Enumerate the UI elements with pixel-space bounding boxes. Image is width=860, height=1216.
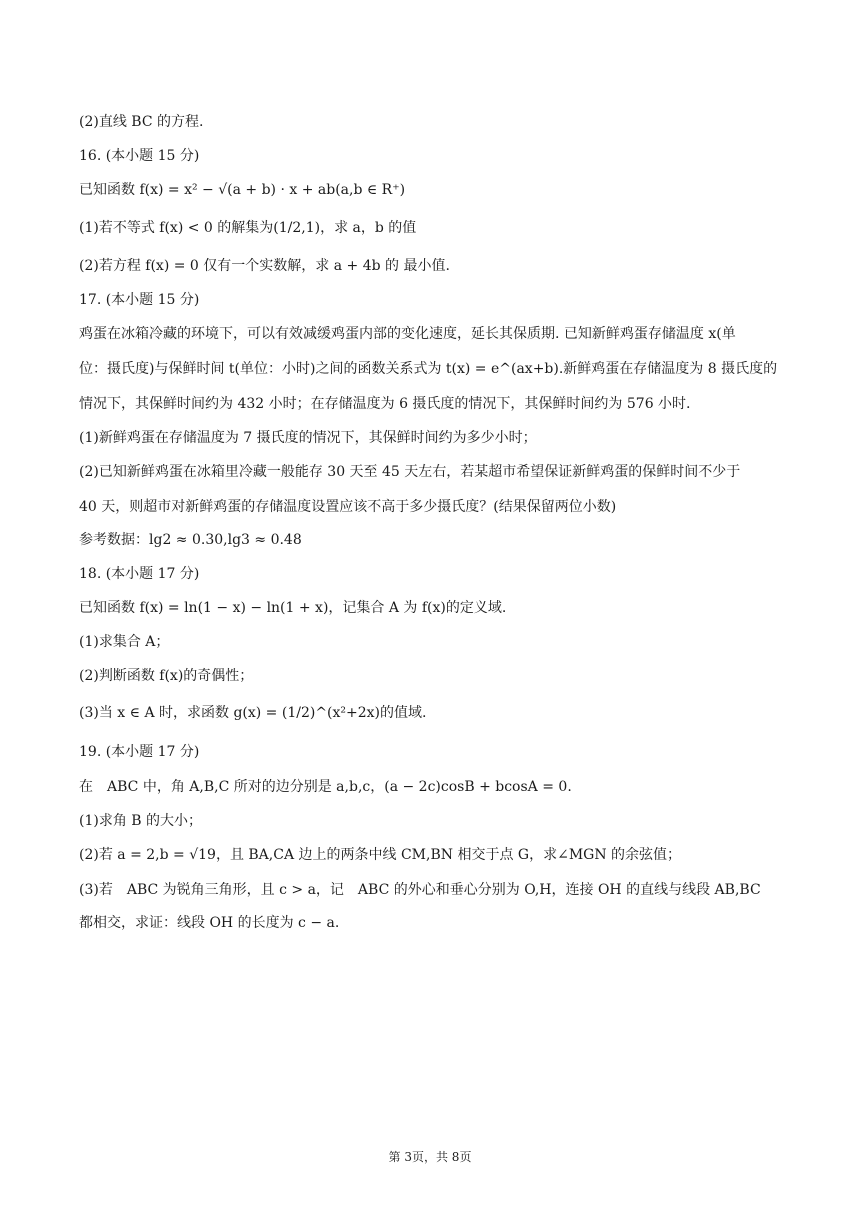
text-line: 在 ABC 中，角 A,B,C 所对的边分别是 a,b,c，(a − 2c)cosB + bcosA = 0. [79, 779, 572, 795]
text-line: (2)直线 BC 的方程. [79, 114, 204, 130]
question-heading: 18. (本小题 17 分) [79, 566, 200, 582]
text-line: (1)求集合 A； [79, 634, 170, 650]
text-line: 都相交，求证：线段 OH 的长度为 c − a. [79, 915, 340, 931]
text-line: 位：摄氏度)与保鲜时间 t(单位：小时)之间的函数关系式为 t(x) = e^(ax+b).新鲜鸡蛋在存储温度为 8 摄氏度的 [79, 361, 778, 377]
question-heading: 19. (本小题 17 分) [79, 744, 200, 760]
text-line: 已知函数 f(x) = x² − √(a + b) · x + ab(a,b ∈ R⁺) [79, 182, 406, 198]
text-line: 已知函数 f(x) = ln(1 − x) − ln(1 + x)，记集合 A 为 f(x)的定义域. [79, 600, 507, 616]
reference-data: 参考数据：lg2 ≈ 0.30,lg3 ≈ 0.48 [79, 532, 302, 548]
text-line: (1)若不等式 f(x) < 0 的解集为(1/2,1)，求 a，b 的值 [79, 220, 417, 236]
question-heading: 16. (本小题 15 分) [79, 148, 200, 164]
text-line: 40 天，则超市对新鲜鸡蛋的存储温度设置应该不高于多少摄氏度？(结果保留两位小数) [79, 499, 617, 515]
page-footer: 第 3页，共 8页 [388, 1150, 472, 1164]
text-line: (2)已知新鲜鸡蛋在冰箱里冷藏一般能存 30 天至 45 天左右，若某超市希望保证新鲜鸡蛋的保鲜时间不少于 [79, 464, 741, 480]
text-line: (3)当 x ∈ A 时，求函数 g(x) = (1/2)^(x²+2x)的值域. [79, 705, 427, 721]
text-line: (2)判断函数 f(x)的奇偶性； [79, 668, 254, 684]
text-line: (1)求角 B 的大小； [79, 813, 203, 829]
text-line: (1)新鲜鸡蛋在存储温度为 7 摄氏度的情况下，其保鲜时间约为多少小时； [79, 430, 537, 446]
question-heading: 17. (本小题 15 分) [79, 292, 200, 308]
text-line: (2)若方程 f(x) = 0 仅有一个实数解，求 a + 4b 的 最小值. [79, 258, 450, 274]
text-line: (3)若 ABC 为锐角三角形，且 c > a，记 ABC 的外心和垂心分别为 O,H，连接 OH 的直线与线段 AB,BC [79, 882, 761, 898]
text-line: 情况下，其保鲜时间约为 432 小时；在存储温度为 6 摄氏度的情况下，其保鲜时间约为 576 小时. [79, 396, 691, 412]
text-line: (2)若 a = 2,b = √19，且 BA,CA 边上的两条中线 CM,BN 相交于点 G，求∠MGN 的余弦值； [79, 847, 682, 863]
text-line: 鸡蛋在冰箱冷藏的环境下，可以有效减缓鸡蛋内部的变化速度，延长其保质期. 已知新鲜鸡蛋存储温度 x(单 [79, 326, 736, 342]
